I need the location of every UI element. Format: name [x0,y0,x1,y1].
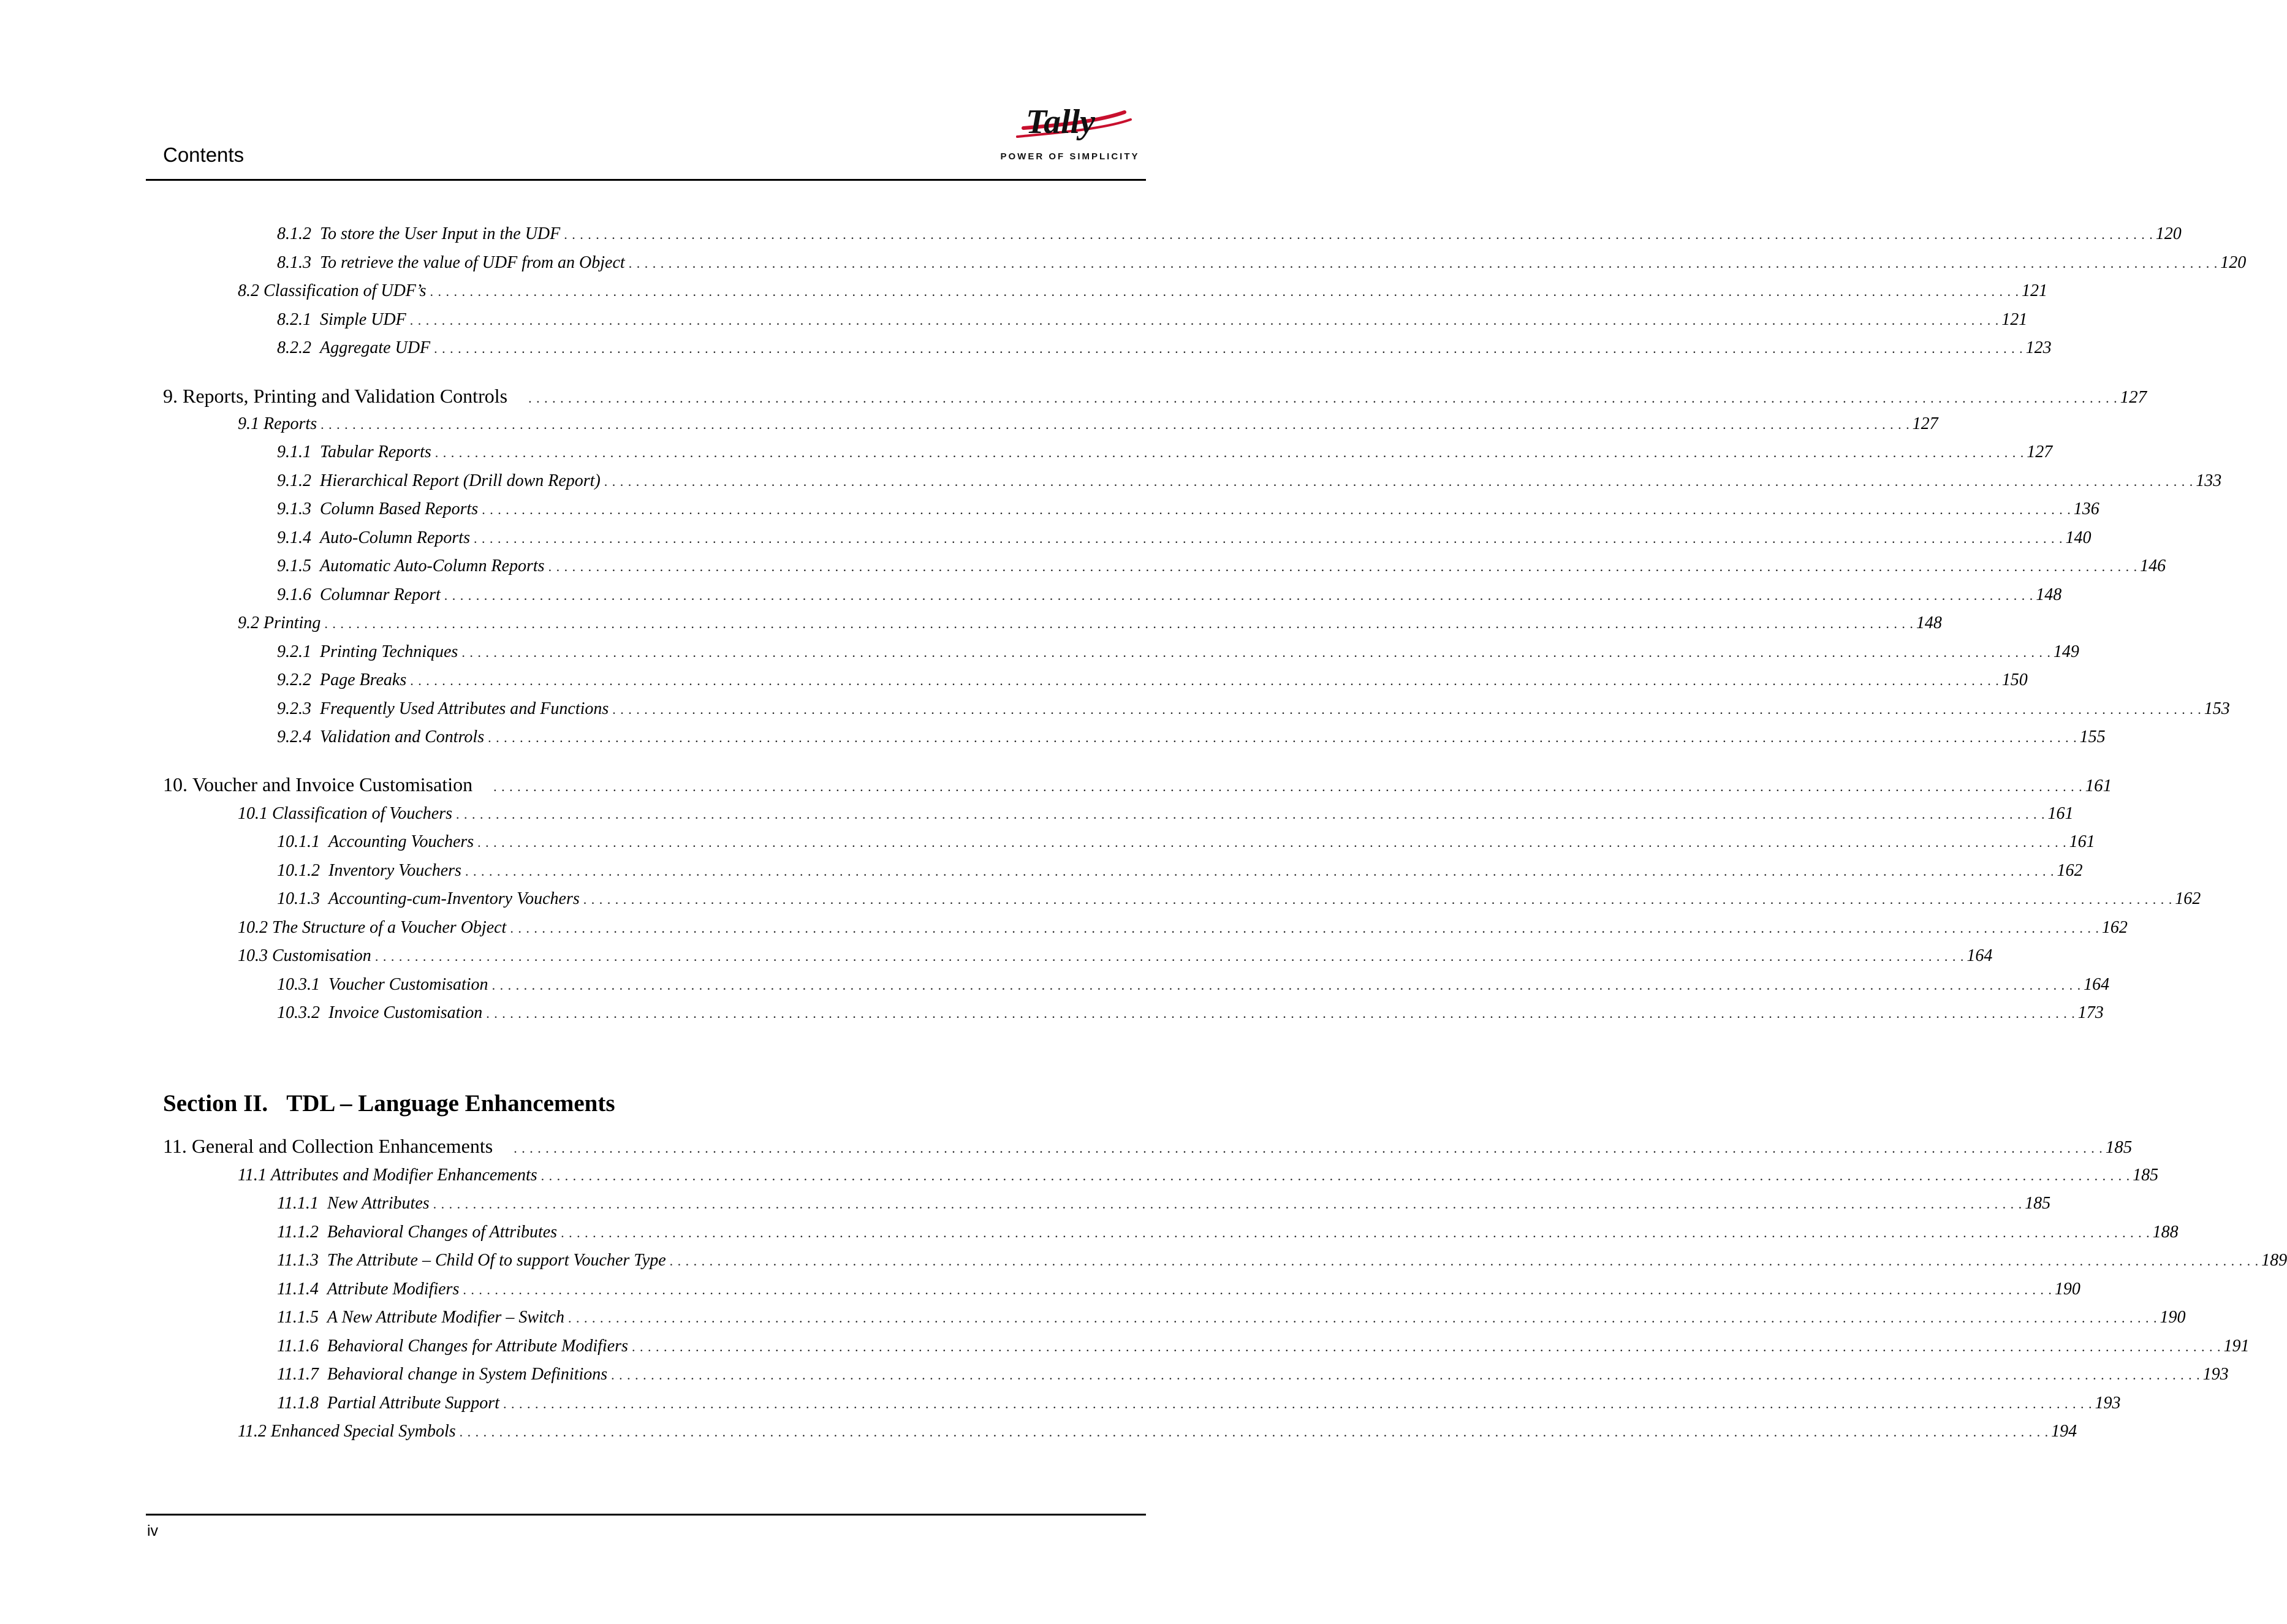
toc-entry[interactable] [238,613,1942,636]
toc-entry-title: Validation and Controls [320,727,485,746]
footer-page-number: iv [147,1522,159,1539]
toc-leader-dots: . . . . . . . . . . . . . . . . . . . . . . . . . . . . . . . . . . . . . . . . . . . . . . . . . . . . . . . . . . . . . . . . . . . . . . . . . . . . . . . . . . . . . . . . . . . . . . . . . . . . . . . . . . . . . . . . . . . . . . . . . . . . . . . . . . . . . . . . . . . . . . . . . . . . . . . . . . . . . . . . . . . . . . . . . . . . . . . . . . . . . . . . . . . . . . . . . . . . . . . . [611,1367,2201,1383]
toc-entry-page: 162 [2101,918,2128,937]
toc-entry-number: 10.1.1 [277,832,320,851]
toc-leader-dots: . . . . . . . . . . . . . . . . . . . . . . . . . . . . . . . . . . . . . . . . . . . . . . . . . . . . . . . . . . . . . . . . . . . . . . . . . . . . . . . . . . . . . . . . . . . . . . . . . . . . . . . . . . . . . . . . . . . . . . . . . . . . . . . . . . . . . . . . . . . . . . . . . . . . . . . . . . . . . . . . . . . . . . . . . . . . . . . . . . . . . . . . . . . . . . . . . . . . . . . . [488,730,2077,745]
toc-entry[interactable] [277,727,2106,749]
toc-entry-label [277,1365,611,1384]
toc-entry[interactable] [238,281,2048,303]
toc-leader-dots: . . . . . . . . . . . . . . . . . . . . . . . . . . . . . . . . . . . . . . . . . . . . . . . . . . . . . . . . . . . . . . . . . . . . . . . . . . . . . . . . . . . . . . . . . . . . . . . . . . . . . . . . . . . . . . . . . . . . . . . . . . . . . . . . . . . . . . . . . . . . . . . . . . . . . . . . . . . . . . . . . . . . . . . . . . . . . . . . . . . . . . . . . . . . . . . . . . . . . . . . [612,702,2202,717]
toc-entry-page: 148 [2036,585,2062,604]
toc-entry-number: 9.2.1 [277,642,311,661]
toc-entry-number: 11.1.3 [277,1251,319,1270]
toc-entry-label [277,1308,568,1327]
toc-entry-title: Behavioral Changes of Attributes [327,1223,558,1242]
toc-entry-label [277,528,474,548]
toc-entry-label [277,861,465,881]
toc-entry[interactable] [238,414,1938,436]
toc-leader-dots: . . . . . . . . . . . . . . . . . . . . . . . . . . . . . . . . . . . . . . . . . . . . . . . . . . . . . . . . . . . . . . . . . . . . . . . . . . . . . . . . . . . . . . . . . . . . . . . . . . . . . . . . . . . . . . . . . . . . . . . . . . . . . . . . . . . . . . . . . . . . . . . . . . . . . . . . . . . . . . . . . . . . . . . . . . . . . . . . . . . . . . . . . . . . . . . . . . . . . . . . [491,977,2082,993]
toc-entry[interactable] [238,804,2074,826]
toc-entry-page: 155 [2079,727,2106,746]
toc-entry-number: 11.1.2 [277,1223,319,1242]
toc-entry-title: Enhanced Special Symbols [270,1422,456,1441]
toc-entry-number: 11.1.6 [277,1337,319,1356]
toc-entry-label [277,224,564,244]
toc-entry-number: 10.1.2 [277,861,320,880]
toc-entry[interactable] [277,975,2110,997]
footer-rule [146,1514,1146,1516]
toc-entry-number: 11.1.5 [277,1308,319,1327]
tally-wordmark-icon [999,101,1141,150]
toc-entry-label [238,414,320,434]
toc-entry-number: 9.1.2 [277,471,311,490]
toc-entry[interactable] [277,224,2182,246]
toc-entry-title: To store the User Input in the UDF [320,224,561,243]
toc-entry-page: 194 [2051,1422,2077,1441]
toc-leader-dots: . . . . . . . . . . . . . . . . . . . . . . . . . . . . . . . . . . . . . . . . . . . . . . . . . . . . . . . . . . . . . . . . . . . . . . . . . . . . . . . . . . . . . . . . . . . . . . . . . . . . . . . . . . . . . . . . . . . . . . . . . . . . . . . . . . . . . . . . . . . . . . . . . . . . . . . . . . . . . . . . . . . . . . . . . . . . . . . . . . . . . . . . . . . . . . . . . . . . . . . . [540,1168,2131,1183]
toc-leader-dots: . . . . . . . . . . . . . . . . . . . . . . . . . . . . . . . . . . . . . . . . . . . . . . . . . . . . . . . . . . . . . . . . . . . . . . . . . . . . . . . . . . . . . . . . . . . . . . . . . . . . . . . . . . . . . . . . . . . . . . . . . . . . . . . . . . . . . . . . . . . . . . . . . . . . . . . . . . . . . . . . . . . . . . . . . . . . . . . . . . . . . . . . . . . . . . . . . . . . . . . . [528,390,2118,406]
toc-entry-number: 11.1 [238,1166,267,1185]
toc-entry-label [277,338,434,358]
toc-entry-title: Reports [264,414,317,433]
toc-leader-dots: . . . . . . . . . . . . . . . . . . . . . . . . . . . . . . . . . . . . . . . . . . . . . . . . . . . . . . . . . . . . . . . . . . . . . . . . . . . . . . . . . . . . . . . . . . . . . . . . . . . . . . . . . . . . . . . . . . . . . . . . . . . . . . . . . . . . . . . . . . . . . . . . . . . . . . . . . . . . . . . . . . . . . . . . . . . . . . . . . . . . . . . . . . . . . . . . . . . . . . . . [514,1140,2103,1156]
toc-entry-title: Printing [264,613,321,632]
toc-entry-title: Behavioral change in System Definitions [327,1365,608,1384]
toc-entry-title: Classification of Vouchers [272,804,452,823]
toc-entry[interactable] [277,338,2052,360]
toc-entry-label [277,442,435,462]
toc-entry-title: Voucher and Invoice Customisation [192,773,473,795]
toc-entry[interactable] [277,889,2201,911]
toc-entry[interactable] [238,1166,2159,1188]
toc-entry-label [277,889,583,909]
toc-entry-label [277,975,492,995]
toc-entry[interactable] [277,1280,2080,1302]
toc-leader-dots: . . . . . . . . . . . . . . . . . . . . . . . . . . . . . . . . . . . . . . . . . . . . . . . . . . . . . . . . . . . . . . . . . . . . . . . . . . . . . . . . . . . . . . . . . . . . . . . . . . . . . . . . . . . . . . . . . . . . . . . . . . . . . . . . . . . . . . . . . . . . . . . . . . . . . . . . . . . . . . . . . . . . . . . . . . . . . . . . . . . . . . . . . . . . . . . . . . . . . . . . [465,863,2055,879]
toc-entry-title: Accounting-cum-Inventory Vouchers [328,889,580,908]
toc-leader-dots: . . . . . . . . . . . . . . . . . . . . . . . . . . . . . . . . . . . . . . . . . . . . . . . . . . . . . . . . . . . . . . . . . . . . . . . . . . . . . . . . . . . . . . . . . . . . . . . . . . . . . . . . . . . . . . . . . . . . . . . . . . . . . . . . . . . . . . . . . . . . . . . . . . . . . . . . . . . . . . . . . . . . . . . . . . . . . . . . . . . . . . . . . . . . . . . . . . . . . . . . [568,1310,2158,1326]
toc-entry-label [163,385,528,408]
toc-entry[interactable] [277,670,2028,692]
toc-entry-title: Accounting Vouchers [328,832,474,851]
section-title: TDL – Language Enhancements [286,1090,615,1117]
toc-entry-number: 11.1.8 [277,1394,319,1413]
toc-entry-page: 185 [2105,1137,2133,1157]
toc-entry-page: 150 [2001,670,2028,689]
toc-entry-page: 149 [2053,642,2079,661]
toc-entry-label [238,918,510,938]
toc-entry-title: Customisation [272,946,371,965]
toc-entry-page: 190 [2054,1280,2080,1299]
toc-entry-label [277,699,612,719]
toc-entry-title: New Attributes [327,1194,430,1213]
toc-entry-title: Invoice Customisation [328,1003,483,1022]
toc-entry[interactable] [277,310,2028,332]
toc-entry-number: 9.2.4 [277,727,311,746]
toc-entry-number: 9. [163,385,178,407]
toc-leader-dots: . . . . . . . . . . . . . . . . . . . . . . . . . . . . . . . . . . . . . . . . . . . . . . . . . . . . . . . . . . . . . . . . . . . . . . . . . . . . . . . . . . . . . . . . . . . . . . . . . . . . . . . . . . . . . . . . . . . . . . . . . . . . . . . . . . . . . . . . . . . . . . . . . . . . . . . . . . . . . . . . . . . . . . . . . . . . . . . . . . . . . . . . . . . . . . . . . . . . . . . . [503,1396,2093,1411]
toc-entry-number: 8.1.2 [277,224,311,243]
toc-entry[interactable] [277,1223,2179,1245]
toc-entry-number: 9.2 [238,613,259,632]
toc-entry-number: 8.2.2 [277,338,311,357]
toc-entry-number: 9.1.3 [277,499,311,518]
toc-entry[interactable] [277,1003,2104,1025]
toc-leader-dots: . . . . . . . . . . . . . . . . . . . . . . . . . . . . . . . . . . . . . . . . . . . . . . . . . . . . . . . . . . . . . . . . . . . . . . . . . . . . . . . . . . . . . . . . . . . . . . . . . . . . . . . . . . . . . . . . . . . . . . . . . . . . . . . . . . . . . . . . . . . . . . . . . . . . . . . . . . . . . . . . . . . . . . . . . . . . . . . . . . . . . . . . . . . . . . . . . . . . . . . . [474,531,2063,546]
toc-entry[interactable] [277,861,2083,883]
toc-entry-page: 133 [2196,471,2222,490]
toc-entry-title: Attribute Modifiers [327,1280,460,1299]
toc-entry-page: 136 [2073,499,2099,518]
toc-entry-number: 10.2 [238,918,268,937]
toc-entry-label [277,670,410,690]
toc-entry-label [277,585,444,605]
tally-logo [999,101,1141,169]
toc-entry[interactable] [277,253,2247,275]
toc-entry-number: 11. [163,1135,187,1157]
toc-entry-page: 190 [2160,1308,2186,1327]
toc-entry-title: The Attribute – Child Of to support Voucher Type [327,1251,666,1270]
toc-entry[interactable] [277,1365,2229,1387]
toc-entry-number: 10.1 [238,804,268,823]
toc-leader-dots: . . . . . . . . . . . . . . . . . . . . . . . . . . . . . . . . . . . . . . . . . . . . . . . . . . . . . . . . . . . . . . . . . . . . . . . . . . . . . . . . . . . . . . . . . . . . . . . . . . . . . . . . . . . . . . . . . . . . . . . . . . . . . . . . . . . . . . . . . . . . . . . . . . . . . . . . . . . . . . . . . . . . . . . . . . . . . . . . . . . . . . . . . . . . . . . . . . . . . . . . [430,284,2020,299]
toc-entry[interactable] [277,1251,2287,1273]
toc-leader-dots: . . . . . . . . . . . . . . . . . . . . . . . . . . . . . . . . . . . . . . . . . . . . . . . . . . . . . . . . . . . . . . . . . . . . . . . . . . . . . . . . . . . . . . . . . . . . . . . . . . . . . . . . . . . . . . . . . . . . . . . . . . . . . . . . . . . . . . . . . . . . . . . . . . . . . . . . . . . . . . . . . . . . . . . . . . . . . . . . . . . . . . . . . . . . . . . . . . . . . . . . [433,1196,2023,1212]
toc-entry-number: 10. [163,773,188,795]
toc-leader-dots: . . . . . . . . . . . . . . . . . . . . . . . . . . . . . . . . . . . . . . . . . . . . . . . . . . . . . . . . . . . . . . . . . . . . . . . . . . . . . . . . . . . . . . . . . . . . . . . . . . . . . . . . . . . . . . . . . . . . . . . . . . . . . . . . . . . . . . . . . . . . . . . . . . . . . . . . . . . . . . . . . . . . . . . . . . . . . . . . . . . . . . . . . . . . . . . . . . . . . . . . [631,1339,2221,1354]
toc-entry-label [277,1223,561,1242]
toc-entry[interactable] [277,556,2166,579]
toc-entry-label [277,1194,433,1213]
toc-entry-label [277,499,482,519]
toc-leader-dots: . . . . . . . . . . . . . . . . . . . . . . . . . . . . . . . . . . . . . . . . . . . . . . . . . . . . . . . . . . . . . . . . . . . . . . . . . . . . . . . . . . . . . . . . . . . . . . . . . . . . . . . . . . . . . . . . . . . . . . . . . . . . . . . . . . . . . . . . . . . . . . . . . . . . . . . . . . . . . . . . . . . . . . . . . . . . . . . . . . . . . . . . . . . . . . . . . . . . . . . . [409,313,2000,328]
toc-leader-dots: . . . . . . . . . . . . . . . . . . . . . . . . . . . . . . . . . . . . . . . . . . . . . . . . . . . . . . . . . . . . . . . . . . . . . . . . . . . . . . . . . . . . . . . . . . . . . . . . . . . . . . . . . . . . . . . . . . . . . . . . . . . . . . . . . . . . . . . . . . . . . . . . . . . . . . . . . . . . . . . . . . . . . . . . . . . . . . . . . . . . . . . . . . . . . . . . . . . . . . . . [564,227,2153,242]
toc-leader-dots: . . . . . . . . . . . . . . . . . . . . . . . . . . . . . . . . . . . . . . . . . . . . . . . . . . . . . . . . . . . . . . . . . . . . . . . . . . . . . . . . . . . . . . . . . . . . . . . . . . . . . . . . . . . . . . . . . . . . . . . . . . . . . . . . . . . . . . . . . . . . . . . . . . . . . . . . . . . . . . . . . . . . . . . . . . . . . . . . . . . . . . . . . . . . . . . . . . . . . . . . [510,920,2099,936]
toc-entry-label [238,613,324,633]
toc-entry-title: Automatic Auto-Column Reports [320,556,545,575]
toc-entry-title: Inventory Vouchers [328,861,461,880]
toc-entry[interactable] [163,773,2112,798]
toc-entry-label [277,1003,486,1023]
toc-leader-dots: . . . . . . . . . . . . . . . . . . . . . . . . . . . . . . . . . . . . . . . . . . . . . . . . . . . . . . . . . . . . . . . . . . . . . . . . . . . . . . . . . . . . . . . . . . . . . . . . . . . . . . . . . . . . . . . . . . . . . . . . . . . . . . . . . . . . . . . . . . . . . . . . . . . . . . . . . . . . . . . . . . . . . . . . . . . . . . . . . . . . . . . . . . . . . . . . . . . . . . . . [459,1424,2049,1440]
toc-entry-label [277,1251,670,1270]
toc-entry-number: 10.1.3 [277,889,320,908]
toc-entry-label [277,556,548,576]
toc-entry-title: Columnar Report [320,585,441,604]
toc-entry-number: 8.2 [238,281,259,300]
toc-entry-label [277,1394,503,1413]
toc-leader-dots: . . . . . . . . . . . . . . . . . . . . . . . . . . . . . . . . . . . . . . . . . . . . . . . . . . . . . . . . . . . . . . . . . . . . . . . . . . . . . . . . . . . . . . . . . . . . . . . . . . . . . . . . . . . . . . . . . . . . . . . . . . . . . . . . . . . . . . . . . . . . . . . . . . . . . . . . . . . . . . . . . . . . . . . . . . . . . . . . . . . . . . . . . . . . . . . . . . . . . . . . [477,835,2067,850]
toc-entry-page: 140 [2065,528,2092,547]
toc-entry-number: 9.1.5 [277,556,311,575]
toc-leader-dots: . . . . . . . . . . . . . . . . . . . . . . . . . . . . . . . . . . . . . . . . . . . . . . . . . . . . . . . . . . . . . . . . . . . . . . . . . . . . . . . . . . . . . . . . . . . . . . . . . . . . . . . . . . . . . . . . . . . . . . . . . . . . . . . . . . . . . . . . . . . . . . . . . . . . . . . . . . . . . . . . . . . . . . . . . . . . . . . . . . . . . . . . . . . . . . . . . . . . . . . . [456,806,2046,822]
toc-leader-dots: . . . . . . . . . . . . . . . . . . . . . . . . . . . . . . . . . . . . . . . . . . . . . . . . . . . . . . . . . . . . . . . . . . . . . . . . . . . . . . . . . . . . . . . . . . . . . . . . . . . . . . . . . . . . . . . . . . . . . . . . . . . . . . . . . . . . . . . . . . . . . . . . . . . . . . . . . . . . . . . . . . . . . . . . . . . . . . . . . . . . . . . . . . . . . . . . . . . . . . . . [493,779,2083,794]
toc-entry-label [277,253,629,273]
toc-entry-page: 120 [2220,253,2247,272]
toc-entry-title: Reports, Printing and Validation Controls [183,385,508,407]
toc-entry-number: 10.3 [238,946,268,965]
toc-entry-title: To retrieve the value of UDF from an Object [320,253,625,272]
toc-entry-page: 185 [2133,1166,2159,1185]
toc-entry-page: 127 [2027,442,2053,461]
toc-entry[interactable] [277,585,2062,607]
toc-entry-page: 191 [2223,1337,2250,1356]
toc-entry-label [163,1135,514,1158]
toc-entry[interactable] [163,385,2147,409]
toc-entry-label [277,832,477,852]
toc-entry[interactable] [238,946,1993,968]
toc-entry-number: 11.1.7 [277,1365,319,1384]
toc-entry-page: 121 [2022,281,2048,300]
toc-entry-number: 9.1.4 [277,528,311,547]
toc-entry-label [277,1337,632,1356]
toc-entry[interactable] [163,1135,2133,1159]
toc-entry-title: Simple UDF [320,310,406,329]
toc-leader-dots: . . . . . . . . . . . . . . . . . . . . . . . . . . . . . . . . . . . . . . . . . . . . . . . . . . . . . . . . . . . . . . . . . . . . . . . . . . . . . . . . . . . . . . . . . . . . . . . . . . . . . . . . . . . . . . . . . . . . . . . . . . . . . . . . . . . . . . . . . . . . . . . . . . . . . . . . . . . . . . . . . . . . . . . . . . . . . . . . . . . . . . . . . . . . . . . . . . . . . . . . [320,417,1910,432]
toc-leader-dots: . . . . . . . . . . . . . . . . . . . . . . . . . . . . . . . . . . . . . . . . . . . . . . . . . . . . . . . . . . . . . . . . . . . . . . . . . . . . . . . . . . . . . . . . . . . . . . . . . . . . . . . . . . . . . . . . . . . . . . . . . . . . . . . . . . . . . . . . . . . . . . . . . . . . . . . . . . . . . . . . . . . . . . . . . . . . . . . . . . . . . . . . . . . . . . . . . . . . . . . . [486,1006,2076,1021]
toc-leader-dots: . . . . . . . . . . . . . . . . . . . . . . . . . . . . . . . . . . . . . . . . . . . . . . . . . . . . . . . . . . . . . . . . . . . . . . . . . . . . . . . . . . . . . . . . . . . . . . . . . . . . . . . . . . . . . . . . . . . . . . . . . . . . . . . . . . . . . . . . . . . . . . . . . . . . . . . . . . . . . . . . . . . . . . . . . . . . . . . . . . . . . . . . . . . . . . . . . . . . . . . . [410,673,2000,688]
toc-entry-number: 9.1 [238,414,259,433]
toc-entry-number: 8.1.3 [277,253,311,272]
toc-entry-label [238,946,375,966]
toc-entry-number: 11.2 [238,1422,267,1441]
toc-entry[interactable] [277,1308,2186,1330]
toc-entry-label [238,804,456,824]
toc-entry-page: 188 [2152,1223,2179,1242]
toc-entry-page: 193 [2095,1394,2121,1413]
toc-entry-title: Classification of UDF’s [264,281,427,300]
toc-entry[interactable] [277,642,2079,664]
toc-entry[interactable] [238,1422,2077,1444]
toc-entry-page: 193 [2202,1365,2229,1384]
toc-entry-number: 10.3.1 [277,975,320,994]
toc-entry-label [238,1166,541,1185]
toc-entry-page: 123 [2025,338,2052,357]
toc-leader-dots: . . . . . . . . . . . . . . . . . . . . . . . . . . . . . . . . . . . . . . . . . . . . . . . . . . . . . . . . . . . . . . . . . . . . . . . . . . . . . . . . . . . . . . . . . . . . . . . . . . . . . . . . . . . . . . . . . . . . . . . . . . . . . . . . . . . . . . . . . . . . . . . . . . . . . . . . . . . . . . . . . . . . . . . . . . . . . . . . . . . . . . . . . . . . . . . . . . . . . . . . [548,559,2138,574]
logo-tagline: POWER OF SIMPLICITY [1000,151,1140,162]
toc-entry-label [163,773,493,796]
toc-leader-dots: . . . . . . . . . . . . . . . . . . . . . . . . . . . . . . . . . . . . . . . . . . . . . . . . . . . . . . . . . . . . . . . . . . . . . . . . . . . . . . . . . . . . . . . . . . . . . . . . . . . . . . . . . . . . . . . . . . . . . . . . . . . . . . . . . . . . . . . . . . . . . . . . . . . . . . . . . . . . . . . . . . . . . . . . . . . . . . . . . . . . . . . . . . . . . . . . . . . . . . . . [444,588,2034,603]
toc-entry-page: 164 [1967,946,1993,965]
toc-entry-title: Attributes and Modifier Enhancements [270,1166,537,1185]
toc-leader-dots: . . . . . . . . . . . . . . . . . . . . . . . . . . . . . . . . . . . . . . . . . . . . . . . . . . . . . . . . . . . . . . . . . . . . . . . . . . . . . . . . . . . . . . . . . . . . . . . . . . . . . . . . . . . . . . . . . . . . . . . . . . . . . . . . . . . . . . . . . . . . . . . . . . . . . . . . . . . . . . . . . . . . . . . . . . . . . . . . . . . . . . . . . . . . . . . . . . . . . . . . [434,341,2023,356]
toc-entry[interactable] [238,918,2128,940]
toc-entry-title: Voucher Customisation [328,975,488,994]
toc-entry-title: Printing Techniques [320,642,458,661]
toc-entry-page: 121 [2001,310,2028,329]
toc-entry-title: Auto-Column Reports [320,528,470,547]
header-rule [146,179,1146,181]
toc-entry-page: 161 [2047,804,2074,823]
section-heading [163,1090,615,1117]
toc-entry[interactable] [277,832,2095,854]
toc-entry-page: 173 [2077,1003,2104,1022]
toc-entry-number: 9.2.2 [277,670,311,689]
toc-entry[interactable] [277,1194,2051,1216]
toc-entry-page: 127 [1912,414,1938,433]
toc-leader-dots: . . . . . . . . . . . . . . . . . . . . . . . . . . . . . . . . . . . . . . . . . . . . . . . . . . . . . . . . . . . . . . . . . . . . . . . . . . . . . . . . . . . . . . . . . . . . . . . . . . . . . . . . . . . . . . . . . . . . . . . . . . . . . . . . . . . . . . . . . . . . . . . . . . . . . . . . . . . . . . . . . . . . . . . . . . . . . . . . . . . . . . . . . . . . . . . . . . . . . . . . [463,1282,2052,1297]
toc-entry-page: 164 [2084,975,2110,994]
toc-entry-page: 161 [2085,776,2112,795]
toc-leader-dots: . . . . . . . . . . . . . . . . . . . . . . . . . . . . . . . . . . . . . . . . . . . . . . . . . . . . . . . . . . . . . . . . . . . . . . . . . . . . . . . . . . . . . . . . . . . . . . . . . . . . . . . . . . . . . . . . . . . . . . . . . . . . . . . . . . . . . . . . . . . . . . . . . . . . . . . . . . . . . . . . . . . . . . . . . . . . . . . . . . . . . . . . . . . . . . . . . . . . . . . . [561,1225,2150,1240]
toc-leader-dots: . . . . . . . . . . . . . . . . . . . . . . . . . . . . . . . . . . . . . . . . . . . . . . . . . . . . . . . . . . . . . . . . . . . . . . . . . . . . . . . . . . . . . . . . . . . . . . . . . . . . . . . . . . . . . . . . . . . . . . . . . . . . . . . . . . . . . . . . . . . . . . . . . . . . . . . . . . . . . . . . . . . . . . . . . . . . . . . . . . . . . . . . . . . . . . . . . . . . . . . . [669,1253,2259,1269]
toc-entry-number: 10.3.2 [277,1003,320,1022]
toc-entry-page: 148 [1916,613,1942,632]
toc-entry-label [277,642,461,662]
toc-entry-label [238,281,430,301]
toc-entry-page: 162 [2175,889,2201,908]
toc-entry[interactable] [277,528,2092,550]
toc-entry-title: Aggregate UDF [320,338,431,357]
svg-text:Tally: Tally [1026,103,1096,141]
toc-leader-dots: . . . . . . . . . . . . . . . . . . . . . . . . . . . . . . . . . . . . . . . . . . . . . . . . . . . . . . . . . . . . . . . . . . . . . . . . . . . . . . . . . . . . . . . . . . . . . . . . . . . . . . . . . . . . . . . . . . . . . . . . . . . . . . . . . . . . . . . . . . . . . . . . . . . . . . . . . . . . . . . . . . . . . . . . . . . . . . . . . . . . . . . . . . . . . . . . . . . . . . . . [628,256,2218,271]
toc-entry-title: A New Attribute Modifier – Switch [327,1308,564,1327]
toc-entry-page: 162 [2057,861,2083,880]
toc-leader-dots: . . . . . . . . . . . . . . . . . . . . . . . . . . . . . . . . . . . . . . . . . . . . . . . . . . . . . . . . . . . . . . . . . . . . . . . . . . . . . . . . . . . . . . . . . . . . . . . . . . . . . . . . . . . . . . . . . . . . . . . . . . . . . . . . . . . . . . . . . . . . . . . . . . . . . . . . . . . . . . . . . . . . . . . . . . . . . . . . . . . . . . . . . . . . . . . . . . . . . . . . [583,892,2173,907]
toc-entry-number: 9.2.3 [277,699,311,718]
toc-entry-title: Hierarchical Report (Drill down Report) [320,471,601,490]
toc-entry[interactable] [277,1394,2121,1416]
toc-entry-page: 120 [2155,224,2182,243]
page-title: Contents [163,143,245,166]
toc-entry[interactable] [277,1337,2250,1359]
toc-entry-title: The Structure of a Voucher Object [272,918,507,937]
toc-entry-number: 8.2.1 [277,310,311,329]
toc-entry[interactable] [277,499,2099,522]
toc-entry-page: 189 [2261,1251,2287,1270]
toc-leader-dots: . . . . . . . . . . . . . . . . . . . . . . . . . . . . . . . . . . . . . . . . . . . . . . . . . . . . . . . . . . . . . . . . . . . . . . . . . . . . . . . . . . . . . . . . . . . . . . . . . . . . . . . . . . . . . . . . . . . . . . . . . . . . . . . . . . . . . . . . . . . . . . . . . . . . . . . . . . . . . . . . . . . . . . . . . . . . . . . . . . . . . . . . . . . . . . . . . . . . . . . . [604,474,2194,489]
toc-entry-number: 11.1.4 [277,1280,319,1299]
toc-leader-dots: . . . . . . . . . . . . . . . . . . . . . . . . . . . . . . . . . . . . . . . . . . . . . . . . . . . . . . . . . . . . . . . . . . . . . . . . . . . . . . . . . . . . . . . . . . . . . . . . . . . . . . . . . . . . . . . . . . . . . . . . . . . . . . . . . . . . . . . . . . . . . . . . . . . . . . . . . . . . . . . . . . . . . . . . . . . . . . . . . . . . . . . . . . . . . . . . . . . . . . . . [374,949,1965,964]
toc-entry[interactable] [277,442,2053,465]
toc-entry-page: 185 [2025,1194,2051,1213]
toc-entry-page: 161 [2069,832,2095,851]
toc-entry-label [277,310,410,330]
toc-leader-dots: . . . . . . . . . . . . . . . . . . . . . . . . . . . . . . . . . . . . . . . . . . . . . . . . . . . . . . . . . . . . . . . . . . . . . . . . . . . . . . . . . . . . . . . . . . . . . . . . . . . . . . . . . . . . . . . . . . . . . . . . . . . . . . . . . . . . . . . . . . . . . . . . . . . . . . . . . . . . . . . . . . . . . . . . . . . . . . . . . . . . . . . . . . . . . . . . . . . . . . . . [461,645,2051,660]
toc-entry-page: 153 [2204,699,2230,718]
toc-entry-title: Tabular Reports [320,442,431,461]
section-number: Section II. [163,1090,268,1117]
toc-entry-title: General and Collection Enhancements [191,1135,493,1157]
toc-entry[interactable] [277,699,2230,721]
toc-entry-number: 9.1.6 [277,585,311,604]
toc-entry-title: Behavioral Changes for Attribute Modifiers [327,1337,628,1356]
toc-entry-title: Column Based Reports [320,499,479,518]
toc-entry-number: 9.1.1 [277,442,311,461]
toc-entry-label [277,727,488,747]
toc-entry-number: 11.1.1 [277,1194,319,1213]
toc-leader-dots: . . . . . . . . . . . . . . . . . . . . . . . . . . . . . . . . . . . . . . . . . . . . . . . . . . . . . . . . . . . . . . . . . . . . . . . . . . . . . . . . . . . . . . . . . . . . . . . . . . . . . . . . . . . . . . . . . . . . . . . . . . . . . . . . . . . . . . . . . . . . . . . . . . . . . . . . . . . . . . . . . . . . . . . . . . . . . . . . . . . . . . . . . . . . . . . . . . . . . . . . [434,445,2025,460]
toc-entry-page: 127 [2120,387,2147,407]
toc-entry-label [277,471,604,491]
toc-entry-title: Partial Attribute Support [327,1394,499,1413]
toc-leader-dots: . . . . . . . . . . . . . . . . . . . . . . . . . . . . . . . . . . . . . . . . . . . . . . . . . . . . . . . . . . . . . . . . . . . . . . . . . . . . . . . . . . . . . . . . . . . . . . . . . . . . . . . . . . . . . . . . . . . . . . . . . . . . . . . . . . . . . . . . . . . . . . . . . . . . . . . . . . . . . . . . . . . . . . . . . . . . . . . . . . . . . . . . . . . . . . . . . . . . . . . . [324,616,1914,631]
toc-entry-label [277,1280,463,1299]
toc-entry-title: Page Breaks [320,670,407,689]
toc-entry-label [238,1422,460,1441]
toc-entry-title: Frequently Used Attributes and Functions [320,699,609,718]
toc-leader-dots: . . . . . . . . . . . . . . . . . . . . . . . . . . . . . . . . . . . . . . . . . . . . . . . . . . . . . . . . . . . . . . . . . . . . . . . . . . . . . . . . . . . . . . . . . . . . . . . . . . . . . . . . . . . . . . . . . . . . . . . . . . . . . . . . . . . . . . . . . . . . . . . . . . . . . . . . . . . . . . . . . . . . . . . . . . . . . . . . . . . . . . . . . . . . . . . . . . . . . . . . [482,502,2071,517]
toc-entry[interactable] [277,471,2222,493]
toc-entry-page: 146 [2140,556,2166,575]
